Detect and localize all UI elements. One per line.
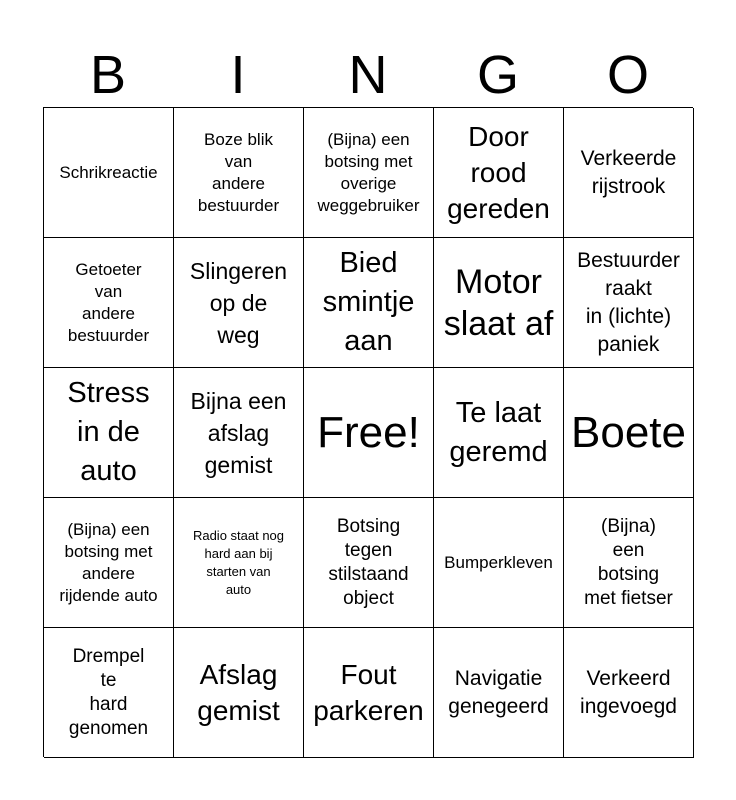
header-letter-i: I xyxy=(230,45,246,105)
bingo-cell[interactable]: Getoeter van andere bestuurder xyxy=(44,238,174,368)
bingo-cell[interactable]: Navigatie genegeerd xyxy=(434,628,564,758)
bingo-cell[interactable]: Bijna een afslag gemist xyxy=(174,368,304,498)
bingo-cell[interactable]: Door rood gereden xyxy=(434,108,564,238)
bingo-cell[interactable]: Verkeerde rijstrook xyxy=(564,108,694,238)
bingo-board xyxy=(43,107,693,757)
header-letter-g: G xyxy=(476,45,519,105)
bingo-cell[interactable]: Bied smintje aan xyxy=(304,238,434,368)
bingo-cell[interactable]: Stress in de auto xyxy=(44,368,174,498)
header-letter-b: B xyxy=(89,45,127,105)
bingo-cell[interactable]: Afslag gemist xyxy=(174,628,304,758)
bingo-cell[interactable]: Schrikreactie xyxy=(44,108,174,238)
free-space-cell[interactable]: Free! xyxy=(304,368,434,498)
bingo-cell[interactable]: Slingeren op de weg xyxy=(174,238,304,368)
bingo-cell[interactable]: Fout parkeren xyxy=(304,628,434,758)
bingo-header xyxy=(43,42,693,108)
bingo-cell[interactable]: Verkeerd ingevoegd xyxy=(564,628,694,758)
bingo-cell[interactable]: (Bijna) een botsing met fietser xyxy=(564,498,694,628)
header-letter-o: O xyxy=(606,45,649,105)
bingo-cell[interactable]: Te laat geremd xyxy=(434,368,564,498)
bingo-cell[interactable]: Boze blik van andere bestuurder xyxy=(174,108,304,238)
bingo-cell[interactable]: Radio staat nog hard aan bij starten van auto xyxy=(174,498,304,628)
bingo-cell[interactable]: Bumperkleven xyxy=(434,498,564,628)
bingo-cell[interactable]: (Bijna) een botsing met andere rijdende auto xyxy=(44,498,174,628)
header-letter-n: N xyxy=(348,45,388,105)
bingo-cell[interactable]: Motor slaat af xyxy=(434,238,564,368)
bingo-cell[interactable]: Bestuurder raakt in (lichte) paniek xyxy=(564,238,694,368)
bingo-cell[interactable]: Botsing tegen stilstaand object xyxy=(304,498,434,628)
bingo-cell[interactable]: Drempel te hard genomen xyxy=(44,628,174,758)
bingo-cell[interactable]: Boete xyxy=(564,368,694,498)
bingo-cell[interactable]: (Bijna) een botsing met overige weggebruiker xyxy=(304,108,434,238)
